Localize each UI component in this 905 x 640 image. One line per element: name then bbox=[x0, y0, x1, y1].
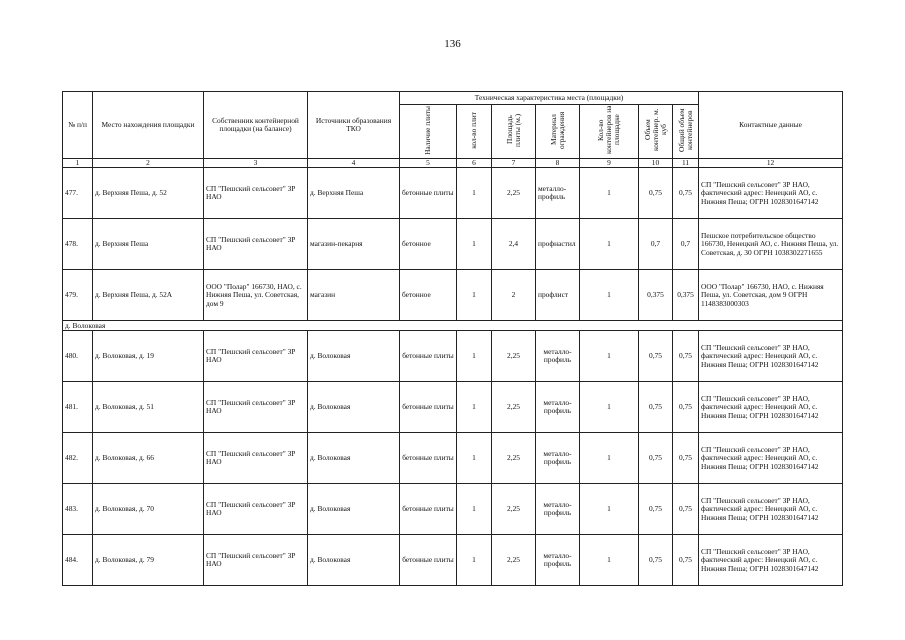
location-cell: д. Волоковая, д. 51 bbox=[93, 382, 204, 433]
containers-cell: 1 bbox=[580, 484, 639, 535]
contacts-cell: Пешское потребительское общество 166730, Ненецкий АО, с. Нижняя Пеша, ул. Советская, д. 30 ОГРН 1038302271655 bbox=[699, 219, 843, 270]
row-number: 477. bbox=[63, 168, 93, 219]
total-volume-cell: 0,7 bbox=[673, 219, 699, 270]
table-row bbox=[63, 219, 843, 270]
rows-before-group bbox=[63, 168, 843, 321]
header-base-cell bbox=[400, 105, 457, 159]
base-cell: бетонные плиты bbox=[400, 484, 457, 535]
location-cell: д. Волоковая, д. 66 bbox=[93, 433, 204, 484]
column-number: 7 bbox=[492, 159, 536, 168]
contacts-cell: СП "Пешский сельсовет" ЗР НАО, фактический адрес: Ненецкий АО, с. Нижняя Пеша; ОГРН 1028301647142 bbox=[699, 535, 843, 586]
plate-count-cell: 1 bbox=[457, 270, 492, 321]
row-number: 479. bbox=[63, 270, 93, 321]
column-number: 11 bbox=[673, 159, 699, 168]
containers-cell: 1 bbox=[580, 331, 639, 382]
row-number: 483. bbox=[63, 484, 93, 535]
containers-cell: 1 bbox=[580, 270, 639, 321]
sources-cell: д. Волоковая bbox=[308, 484, 400, 535]
sources-cell: д. Волоковая bbox=[308, 382, 400, 433]
base-cell: бетонные плиты bbox=[400, 535, 457, 586]
material-cell: металло-профиль bbox=[536, 331, 580, 382]
table-row bbox=[63, 484, 843, 535]
containers-cell: 1 bbox=[580, 433, 639, 484]
plate-count-cell: 1 bbox=[457, 382, 492, 433]
total-volume-cell: 0,375 bbox=[673, 270, 699, 321]
header-location: Место нахождения площадки bbox=[93, 92, 204, 159]
total-volume-cell: 0,75 bbox=[673, 382, 699, 433]
material-cell: металло-профиль bbox=[536, 168, 580, 219]
containers-cell: 1 bbox=[580, 219, 639, 270]
row-number: 484. bbox=[63, 535, 93, 586]
sources-cell: д. Верхняя Пеша bbox=[308, 168, 400, 219]
table-row bbox=[63, 168, 843, 219]
total-volume-cell: 0,75 bbox=[673, 168, 699, 219]
header-total-cell bbox=[673, 105, 699, 159]
volume-cell: 0,375 bbox=[639, 270, 673, 321]
header-tech: Техническая характеристика места (площадки) bbox=[400, 92, 699, 105]
table-row bbox=[63, 331, 843, 382]
material-cell: металло-профиль bbox=[536, 433, 580, 484]
location-cell: д. Верхняя Пеша, д. 52 bbox=[93, 168, 204, 219]
owner-cell: СП "Пешский сельсовет" ЗР НАО bbox=[204, 331, 308, 382]
header-area-cell bbox=[492, 105, 536, 159]
column-number: 9 bbox=[580, 159, 639, 168]
column-number: 5 bbox=[400, 159, 457, 168]
row-number: 480. bbox=[63, 331, 93, 382]
contacts-cell: ООО "Полар" 166730, НАО, с. Нижняя Пеша, ул. Советская, дом 9 ОГРН 1148383000303 bbox=[699, 270, 843, 321]
column-number: 2 bbox=[93, 159, 204, 168]
header-sources: Источники образования ТКО bbox=[308, 92, 400, 159]
header-containers-cell bbox=[580, 105, 639, 159]
base-cell: бетонное bbox=[400, 270, 457, 321]
volume-cell: 0,75 bbox=[639, 535, 673, 586]
column-number-row bbox=[63, 159, 843, 168]
sources-cell: магазин bbox=[308, 270, 400, 321]
header-material-cell bbox=[536, 105, 580, 159]
column-number: 4 bbox=[308, 159, 400, 168]
base-cell: бетонные плиты bbox=[400, 168, 457, 219]
location-cell: д. Волоковая, д. 70 bbox=[93, 484, 204, 535]
area-cell: 2,25 bbox=[492, 331, 536, 382]
plate-count-cell: 1 bbox=[457, 433, 492, 484]
contacts-cell: СП "Пешский сельсовет" ЗР НАО, фактический адрес: Ненецкий АО, с. Нижняя Пеша; ОГРН 1028301647142 bbox=[699, 331, 843, 382]
header-count-plates: кол-во плит bbox=[469, 111, 478, 149]
contacts-cell: СП "Пешский сельсовет" ЗР НАО, фактический адрес: Ненецкий АО, с. Нижняя Пеша; ОГРН 1028301647142 bbox=[699, 382, 843, 433]
sources-cell: д. Волоковая bbox=[308, 535, 400, 586]
column-number: 12 bbox=[699, 159, 843, 168]
header-count-cell bbox=[457, 105, 492, 159]
header-contacts: Контактные данные bbox=[699, 92, 843, 159]
plate-count-cell: 1 bbox=[457, 168, 492, 219]
area-cell: 2,25 bbox=[492, 433, 536, 484]
header-containers: Кол-во контейнеров на площадке bbox=[596, 106, 621, 155]
contacts-cell: СП "Пешский сельсовет" ЗР НАО, фактический адрес: Ненецкий АО, с. Нижняя Пеша; ОГРН 1028301647142 bbox=[699, 168, 843, 219]
rows-after-group bbox=[63, 331, 843, 586]
area-cell: 2,25 bbox=[492, 168, 536, 219]
column-number: 1 bbox=[63, 159, 93, 168]
row-number: 478. bbox=[63, 219, 93, 270]
group-row bbox=[63, 321, 843, 331]
sources-cell: д. Волоковая bbox=[308, 433, 400, 484]
column-number: 10 bbox=[639, 159, 673, 168]
plate-count-cell: 1 bbox=[457, 535, 492, 586]
material-cell: профнастил bbox=[536, 219, 580, 270]
table-row bbox=[63, 382, 843, 433]
owner-cell: СП "Пешский сельсовет" ЗР НАО bbox=[204, 433, 308, 484]
total-volume-cell: 0,75 bbox=[673, 331, 699, 382]
header-volume: Объем контейнер. м. куб bbox=[642, 109, 668, 152]
header-volume-cell bbox=[639, 105, 673, 159]
area-cell: 2 bbox=[492, 270, 536, 321]
volume-cell: 0,75 bbox=[639, 331, 673, 382]
table-row bbox=[63, 270, 843, 321]
volume-cell: 0,75 bbox=[639, 433, 673, 484]
material-cell: профлист bbox=[536, 270, 580, 321]
owner-cell: СП "Пешский сельсовет" ЗР НАО bbox=[204, 382, 308, 433]
area-cell: 2,25 bbox=[492, 535, 536, 586]
area-cell: 2,25 bbox=[492, 484, 536, 535]
header-area: Площадь плиты (м.) bbox=[504, 113, 522, 147]
base-cell: бетонные плиты bbox=[400, 382, 457, 433]
column-number: 8 bbox=[536, 159, 580, 168]
owner-cell: ООО "Полар" 166730, НАО, с. Нижняя Пеша, ул. Советская, дом 9 bbox=[204, 270, 308, 321]
column-number: 6 bbox=[457, 159, 492, 168]
owner-cell: СП "Пешский сельсовет" ЗР НАО bbox=[204, 219, 308, 270]
material-cell: металло-профиль bbox=[536, 484, 580, 535]
sources-cell: магазин-пекарня bbox=[308, 219, 400, 270]
location-cell: д. Верхняя Пеша bbox=[93, 219, 204, 270]
material-cell: металло-профиль bbox=[536, 382, 580, 433]
table-row bbox=[63, 535, 843, 586]
total-volume-cell: 0,75 bbox=[673, 535, 699, 586]
header-base: Наличие плиты bbox=[423, 105, 432, 155]
plate-count-cell: 1 bbox=[457, 219, 492, 270]
material-cell: металло-профиль bbox=[536, 535, 580, 586]
owner-cell: СП "Пешский сельсовет" ЗР НАО bbox=[204, 168, 308, 219]
volume-cell: 0,75 bbox=[639, 168, 673, 219]
owner-cell: СП "Пешский сельсовет" ЗР НАО bbox=[204, 484, 308, 535]
table-row bbox=[63, 433, 843, 484]
header-material: Материал ограждения bbox=[548, 111, 566, 149]
header-owner: Собственник контейнерной площадки (на балансе) bbox=[204, 92, 308, 159]
volume-cell: 0,7 bbox=[639, 219, 673, 270]
base-cell: бетонное bbox=[400, 219, 457, 270]
contacts-cell: СП "Пешский сельсовет" ЗР НАО, фактический адрес: Ненецкий АО, с. Нижняя Пеша; ОГРН 1028301647142 bbox=[699, 433, 843, 484]
plate-count-cell: 1 bbox=[457, 331, 492, 382]
owner-cell: СП "Пешский сельсовет" ЗР НАО bbox=[204, 535, 308, 586]
area-cell: 2,4 bbox=[492, 219, 536, 270]
registry-table bbox=[62, 91, 843, 586]
column-number: 3 bbox=[204, 159, 308, 168]
group-section bbox=[63, 321, 843, 331]
base-cell: бетонные плиты bbox=[400, 433, 457, 484]
header-num: № п/п bbox=[63, 92, 93, 159]
area-cell: 2,25 bbox=[492, 382, 536, 433]
containers-cell: 1 bbox=[580, 382, 639, 433]
location-cell: д. Волоковая, д. 79 bbox=[93, 535, 204, 586]
plate-count-cell: 1 bbox=[457, 484, 492, 535]
row-number: 482. bbox=[63, 433, 93, 484]
total-volume-cell: 0,75 bbox=[673, 484, 699, 535]
header-row-top bbox=[63, 92, 843, 105]
containers-cell: 1 bbox=[580, 535, 639, 586]
page-number: 136 bbox=[444, 38, 461, 50]
location-cell: д. Волоковая, д. 19 bbox=[93, 331, 204, 382]
row-number: 481. bbox=[63, 382, 93, 433]
volume-cell: 0,75 bbox=[639, 382, 673, 433]
location-cell: д. Верхняя Пеша, д. 52А bbox=[93, 270, 204, 321]
volume-cell: 0,75 bbox=[639, 484, 673, 535]
base-cell: бетонные плиты bbox=[400, 331, 457, 382]
sources-cell: д. Волоковая bbox=[308, 331, 400, 382]
group-label: д. Волоковая bbox=[63, 321, 843, 331]
header-total-volume: Общий объем контейнеров bbox=[676, 108, 694, 153]
total-volume-cell: 0,75 bbox=[673, 433, 699, 484]
containers-cell: 1 bbox=[580, 168, 639, 219]
contacts-cell: СП "Пешский сельсовет" ЗР НАО, фактический адрес: Ненецкий АО, с. Нижняя Пеша; ОГРН 1028301647142 bbox=[699, 484, 843, 535]
